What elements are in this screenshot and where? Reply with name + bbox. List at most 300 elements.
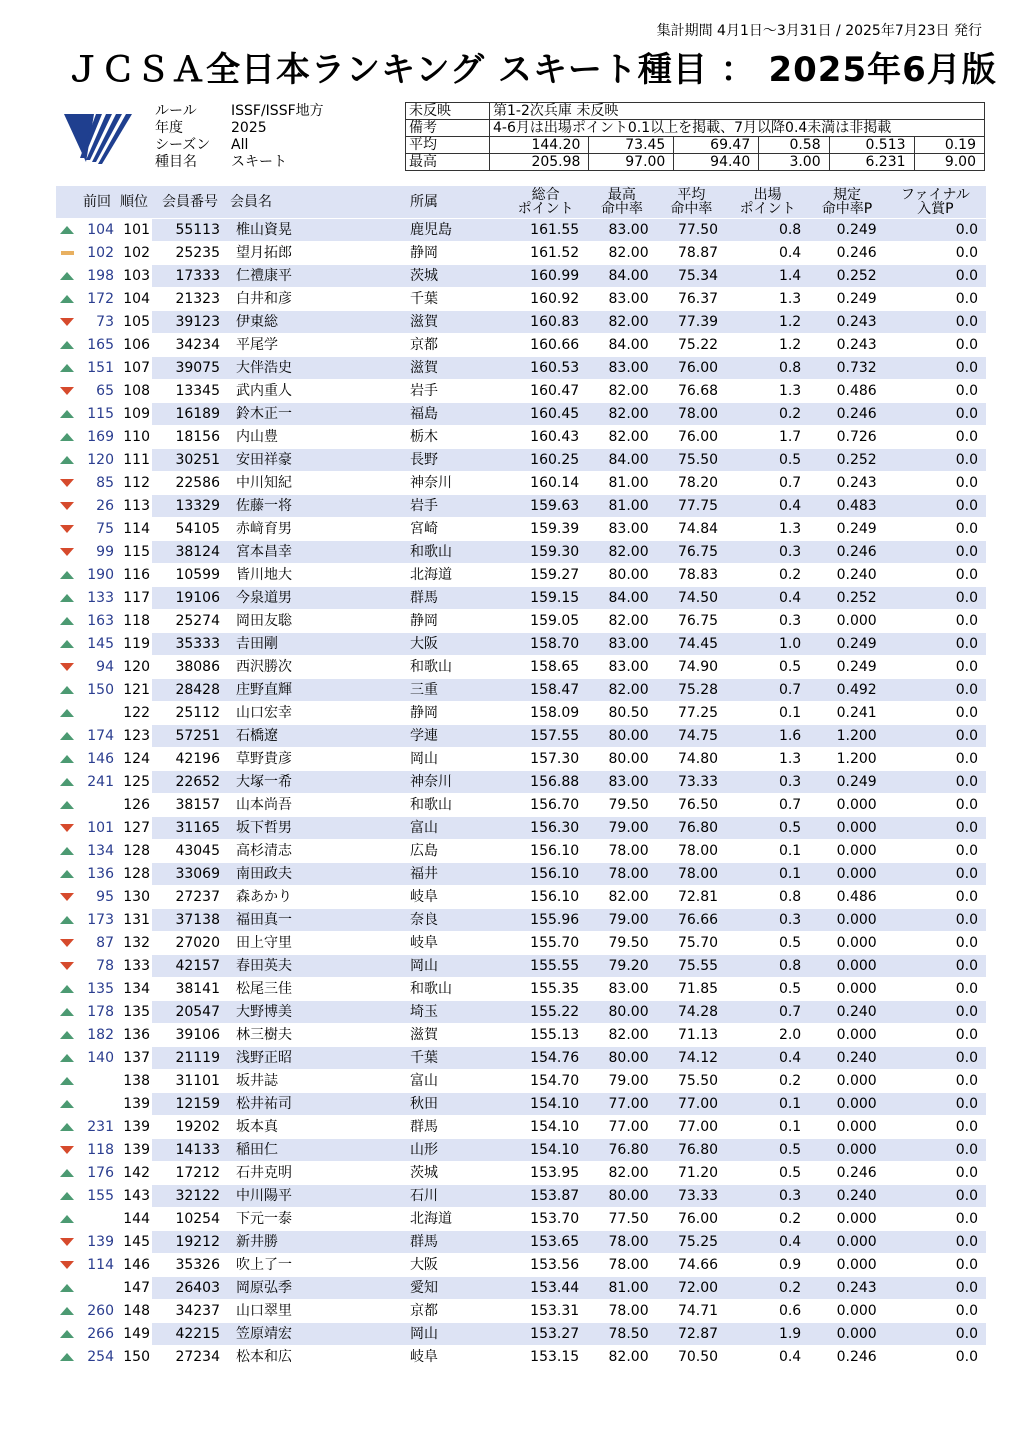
average-hit-rate: 72.00 [657, 1277, 726, 1300]
trend-cell [56, 748, 78, 771]
total-points: 153.15 [504, 1346, 587, 1369]
meta-key: ルール [155, 103, 197, 119]
entry-points: 1.3 [726, 518, 809, 541]
member-number: 25112 [152, 702, 228, 725]
total-points: 158.70 [504, 633, 587, 656]
table-row [56, 1254, 986, 1277]
average-hit-rate: 74.50 [657, 587, 726, 610]
average-hit-rate: 78.00 [657, 863, 726, 886]
member-number: 42196 [152, 748, 228, 771]
table-row [56, 403, 986, 426]
final-points: 0.0 [885, 656, 986, 679]
table-row [56, 1185, 986, 1208]
best-hit-rate: 82.00 [587, 541, 656, 564]
final-points: 0.0 [885, 426, 986, 449]
member-name: 松井祐司 [228, 1093, 408, 1116]
prev-rank: 78 [78, 955, 116, 978]
member-name: 望月拓郎 [228, 242, 408, 265]
note-value: 4-6月は出場ポイント0.1以上を掲載、7月以降0.4未満は非掲載 [490, 120, 985, 137]
prev-rank: 102 [78, 242, 116, 265]
table-row [56, 679, 986, 702]
header-name: 会員名 [228, 186, 408, 219]
total-points: 160.14 [504, 472, 587, 495]
rank: 110 [116, 426, 152, 449]
regulation-points: 0.000 [809, 1139, 884, 1162]
prefecture: 大阪 [408, 1254, 504, 1277]
entry-points: 0.5 [726, 817, 809, 840]
prev-rank [78, 1277, 116, 1300]
prev-rank: 73 [78, 311, 116, 334]
entry-points: 0.2 [726, 1070, 809, 1093]
trend-up-icon [60, 686, 74, 694]
trend-down-icon [60, 318, 74, 326]
member-name: 稲田仁 [228, 1139, 408, 1162]
rank: 125 [116, 771, 152, 794]
member-name: 浅野正昭 [228, 1047, 408, 1070]
average-hit-rate: 76.75 [657, 610, 726, 633]
prefecture: 静岡 [408, 610, 504, 633]
prev-rank: 260 [78, 1300, 116, 1323]
prefecture: 京都 [408, 1300, 504, 1323]
regulation-points: 0.000 [809, 978, 884, 1001]
final-points: 0.0 [885, 380, 986, 403]
table-row [56, 702, 986, 725]
average-hit-rate: 78.20 [657, 472, 726, 495]
member-number: 14133 [152, 1139, 228, 1162]
final-points: 0.0 [885, 610, 986, 633]
rank: 102 [116, 242, 152, 265]
final-points: 0.0 [885, 1277, 986, 1300]
prefecture: 北海道 [408, 1208, 504, 1231]
trend-cell [56, 1139, 78, 1162]
trend-down-icon [60, 1146, 74, 1154]
prev-rank: 114 [78, 1254, 116, 1277]
final-points: 0.0 [885, 403, 986, 426]
member-number: 10254 [152, 1208, 228, 1231]
total-points: 159.15 [504, 587, 587, 610]
total-points: 154.76 [504, 1047, 587, 1070]
entry-points: 0.5 [726, 932, 809, 955]
total-points: 155.22 [504, 1001, 587, 1024]
entry-points: 0.7 [726, 1001, 809, 1024]
best-hit-rate: 79.20 [587, 955, 656, 978]
total-points: 160.92 [504, 288, 587, 311]
average-hit-rate: 78.00 [657, 840, 726, 863]
prev-rank: 133 [78, 587, 116, 610]
member-name: 仁禮康平 [228, 265, 408, 288]
member-number: 38157 [152, 794, 228, 817]
regulation-points: 0.249 [809, 219, 884, 242]
trend-cell [56, 357, 78, 380]
member-name: 佐藤一将 [228, 495, 408, 518]
entry-points: 0.7 [726, 679, 809, 702]
header-text-reg: 規定 命中率P [821, 187, 873, 217]
prefecture: 福井 [408, 863, 504, 886]
table-row [56, 817, 986, 840]
unreflected-value: 第1-2次兵庫 未反映 [490, 103, 985, 120]
entry-points: 0.2 [726, 403, 809, 426]
rank: 139 [116, 1093, 152, 1116]
member-number: 12159 [152, 1093, 228, 1116]
prev-rank: 139 [78, 1231, 116, 1254]
meta-value: All [231, 137, 249, 153]
entry-points: 0.5 [726, 1139, 809, 1162]
average-hit-rate: 78.83 [657, 564, 726, 587]
final-points: 0.0 [885, 518, 986, 541]
member-number: 34234 [152, 334, 228, 357]
regulation-points: 0.246 [809, 541, 884, 564]
best-hit-rate: 84.00 [587, 587, 656, 610]
best-hit-rate: 77.00 [587, 1116, 656, 1139]
best-hit-rate: 79.50 [587, 932, 656, 955]
trend-cell [56, 840, 78, 863]
entry-points: 1.7 [726, 426, 809, 449]
meta-value: スキート [231, 154, 287, 170]
average-hit-rate: 76.00 [657, 357, 726, 380]
entry-points: 0.5 [726, 449, 809, 472]
total-points: 160.99 [504, 265, 587, 288]
trend-cell [56, 1277, 78, 1300]
regulation-points: 0.000 [809, 1300, 884, 1323]
table-row [56, 1277, 986, 1300]
avg-final: 0.19 [914, 137, 984, 154]
table-row [56, 1323, 986, 1346]
trend-cell [56, 449, 78, 472]
prev-rank: 75 [78, 518, 116, 541]
member-name: 中川知紀 [228, 472, 408, 495]
average-hit-rate: 77.00 [657, 1093, 726, 1116]
table-row [56, 1070, 986, 1093]
total-points: 153.31 [504, 1300, 587, 1323]
total-points: 160.43 [504, 426, 587, 449]
trend-down-icon [60, 939, 74, 947]
prev-rank: 65 [78, 380, 116, 403]
best-hit-rate: 82.00 [587, 311, 656, 334]
trend-up-icon [60, 1008, 74, 1016]
member-name: 岡田友聡 [228, 610, 408, 633]
member-name: 平尾学 [228, 334, 408, 357]
trend-cell [56, 1208, 78, 1231]
prev-rank: 146 [78, 748, 116, 771]
table-row [56, 886, 986, 909]
final-points: 0.0 [885, 702, 986, 725]
member-name: 鈴木正一 [228, 403, 408, 426]
trend-down-icon [60, 663, 74, 671]
entry-points: 0.3 [726, 909, 809, 932]
member-name: 福田真一 [228, 909, 408, 932]
best-hit-rate: 77.00 [587, 1093, 656, 1116]
trend-cell [56, 656, 78, 679]
average-hit-rate: 76.80 [657, 817, 726, 840]
final-points: 0.0 [885, 794, 986, 817]
entry-points: 0.5 [726, 978, 809, 1001]
member-name: 西沢勝次 [228, 656, 408, 679]
final-points: 0.0 [885, 817, 986, 840]
trend-up-icon [60, 755, 74, 763]
best-hit-rate: 83.00 [587, 978, 656, 1001]
best-hit-rate: 79.00 [587, 1070, 656, 1093]
final-points: 0.0 [885, 1300, 986, 1323]
rank: 144 [116, 1208, 152, 1231]
member-number: 39106 [152, 1024, 228, 1047]
avg-label: 平均 [406, 137, 490, 154]
trend-cell [56, 955, 78, 978]
unreflected-label: 未反映 [406, 103, 490, 120]
trend-cell [56, 541, 78, 564]
prev-rank: 104 [78, 219, 116, 242]
member-name: 赤﨑育男 [228, 518, 408, 541]
final-points: 0.0 [885, 886, 986, 909]
best-hit-rate: 80.00 [587, 725, 656, 748]
prefecture: 三重 [408, 679, 504, 702]
prefecture: 神奈川 [408, 771, 504, 794]
trend-up-icon [60, 801, 74, 809]
final-points: 0.0 [885, 748, 986, 771]
table-row [56, 518, 986, 541]
trend-up-icon [60, 226, 74, 234]
avg-avg: 69.47 [674, 137, 759, 154]
final-points: 0.0 [885, 1024, 986, 1047]
header-prev: 前回 [78, 186, 116, 219]
final-points: 0.0 [885, 288, 986, 311]
rank: 149 [116, 1323, 152, 1346]
prefecture: 岡山 [408, 1323, 504, 1346]
prev-rank [78, 794, 116, 817]
table-row [56, 1093, 986, 1116]
prev-rank [78, 702, 116, 725]
trend-cell [56, 518, 78, 541]
total-points: 159.27 [504, 564, 587, 587]
prev-rank [78, 1208, 116, 1231]
final-points: 0.0 [885, 449, 986, 472]
trend-up-icon [60, 594, 74, 602]
total-points: 154.70 [504, 1070, 587, 1093]
prefecture: 埼玉 [408, 1001, 504, 1024]
member-number: 20547 [152, 1001, 228, 1024]
regulation-points: 0.252 [809, 587, 884, 610]
rank: 101 [116, 219, 152, 242]
member-number: 25274 [152, 610, 228, 633]
trend-cell [56, 1093, 78, 1116]
regulation-points: 0.240 [809, 1047, 884, 1070]
rank: 139 [116, 1139, 152, 1162]
trend-cell [56, 679, 78, 702]
prefecture: 奈良 [408, 909, 504, 932]
table-row [56, 978, 986, 1001]
best-hit-rate: 81.00 [587, 472, 656, 495]
best-hit-rate: 80.00 [587, 1047, 656, 1070]
header-final [885, 186, 986, 219]
best-hit-rate: 82.00 [587, 426, 656, 449]
member-number: 27020 [152, 932, 228, 955]
average-hit-rate: 75.25 [657, 1231, 726, 1254]
entry-points: 0.3 [726, 541, 809, 564]
rank: 118 [116, 610, 152, 633]
total-points: 154.10 [504, 1093, 587, 1116]
best-hit-rate: 78.00 [587, 1300, 656, 1323]
trend-down-icon [60, 1238, 74, 1246]
total-points: 153.44 [504, 1277, 587, 1300]
prev-rank: 163 [78, 610, 116, 633]
table-row [56, 1208, 986, 1231]
total-points: 153.56 [504, 1254, 587, 1277]
table-row [56, 449, 986, 472]
prefecture: 宮崎 [408, 518, 504, 541]
max-avg: 94.40 [674, 154, 759, 171]
page-title: ＪＣＳＡ全日本ランキング スキート種目 ： 2025年6月版 [66, 50, 997, 90]
prefecture: 和歌山 [408, 978, 504, 1001]
trend-cell [56, 242, 78, 265]
table-row [56, 1047, 986, 1070]
table-row [56, 863, 986, 886]
average-hit-rate: 75.50 [657, 449, 726, 472]
trend-cell [56, 1116, 78, 1139]
best-hit-rate: 83.00 [587, 518, 656, 541]
trend-cell [56, 771, 78, 794]
final-points: 0.0 [885, 311, 986, 334]
total-points: 154.10 [504, 1116, 587, 1139]
rank: 115 [116, 541, 152, 564]
final-points: 0.0 [885, 564, 986, 587]
trend-up-icon [60, 1330, 74, 1338]
trend-up-icon [60, 364, 74, 372]
rank: 127 [116, 817, 152, 840]
issue-period: 集計期間 4月1日〜3月31日 / 2025年7月23日 発行 [656, 23, 982, 39]
meta-row [155, 154, 324, 171]
note-label: 備考 [406, 120, 490, 137]
trend-cell [56, 1185, 78, 1208]
trend-up-icon [60, 571, 74, 579]
trend-cell [56, 265, 78, 288]
prev-rank: 95 [78, 886, 116, 909]
prev-rank: 151 [78, 357, 116, 380]
average-hit-rate: 78.00 [657, 403, 726, 426]
rank: 132 [116, 932, 152, 955]
prev-rank: 135 [78, 978, 116, 1001]
prefecture: 学連 [408, 725, 504, 748]
rank: 111 [116, 449, 152, 472]
header-avg [657, 186, 726, 219]
member-name: 新井勝 [228, 1231, 408, 1254]
final-points: 0.0 [885, 1323, 986, 1346]
trend-cell [56, 909, 78, 932]
final-points: 0.0 [885, 932, 986, 955]
prefecture: 石川 [408, 1185, 504, 1208]
prefecture: 岩手 [408, 380, 504, 403]
best-hit-rate: 83.00 [587, 219, 656, 242]
final-points: 0.0 [885, 1139, 986, 1162]
trend-up-icon [60, 709, 74, 717]
header-text-entry: 出場 ポイント [739, 187, 796, 217]
regulation-points: 0.000 [809, 817, 884, 840]
prefecture: 岡山 [408, 955, 504, 978]
total-points: 158.09 [504, 702, 587, 725]
trend-up-icon [60, 456, 74, 464]
member-number: 57251 [152, 725, 228, 748]
member-name: 坂井誌 [228, 1070, 408, 1093]
average-hit-rate: 75.55 [657, 955, 726, 978]
total-points: 153.70 [504, 1208, 587, 1231]
total-points: 156.70 [504, 794, 587, 817]
prefecture: 千葉 [408, 1047, 504, 1070]
best-hit-rate: 84.00 [587, 265, 656, 288]
member-number: 35326 [152, 1254, 228, 1277]
member-number: 34237 [152, 1300, 228, 1323]
max-final: 9.00 [914, 154, 984, 171]
member-number: 39123 [152, 311, 228, 334]
regulation-points: 0.486 [809, 886, 884, 909]
entry-points: 0.8 [726, 886, 809, 909]
prev-rank: 136 [78, 863, 116, 886]
table-row [56, 656, 986, 679]
member-name: 大野博美 [228, 1001, 408, 1024]
regulation-points: 0.492 [809, 679, 884, 702]
table-row [56, 633, 986, 656]
final-points: 0.0 [885, 242, 986, 265]
trend-cell [56, 1346, 78, 1369]
entry-points: 0.8 [726, 955, 809, 978]
average-hit-rate: 76.37 [657, 288, 726, 311]
prev-rank: 120 [78, 449, 116, 472]
table-row [56, 1231, 986, 1254]
entry-points: 1.2 [726, 311, 809, 334]
table-row [56, 748, 986, 771]
trend-cell [56, 1300, 78, 1323]
prev-rank: 85 [78, 472, 116, 495]
total-points: 159.63 [504, 495, 587, 518]
average-hit-rate: 74.45 [657, 633, 726, 656]
header-best [587, 186, 656, 219]
total-points: 158.47 [504, 679, 587, 702]
regulation-points: 0.249 [809, 633, 884, 656]
regulation-points: 0.000 [809, 932, 884, 955]
final-points: 0.0 [885, 495, 986, 518]
average-hit-rate: 70.50 [657, 1346, 726, 1369]
prev-rank: 176 [78, 1162, 116, 1185]
meta-key: 年度 [155, 120, 183, 136]
prefecture: 富山 [408, 817, 504, 840]
prev-rank [78, 1093, 116, 1116]
best-hit-rate: 80.00 [587, 748, 656, 771]
total-points: 160.25 [504, 449, 587, 472]
table-row [56, 265, 986, 288]
total-points: 155.96 [504, 909, 587, 932]
table-row [56, 219, 986, 242]
regulation-points: 0.246 [809, 1346, 884, 1369]
entry-points: 0.2 [726, 1277, 809, 1300]
regulation-points: 0.252 [809, 449, 884, 472]
trend-cell [56, 863, 78, 886]
header-text-avg: 平均 命中率 [670, 187, 713, 217]
prev-rank: 134 [78, 840, 116, 863]
best-hit-rate: 82.00 [587, 1024, 656, 1047]
trend-cell [56, 978, 78, 1001]
rank: 134 [116, 978, 152, 1001]
member-number: 22586 [152, 472, 228, 495]
final-points: 0.0 [885, 1346, 986, 1369]
final-points: 0.0 [885, 955, 986, 978]
member-name: 石橋遼 [228, 725, 408, 748]
trend-cell [56, 219, 78, 242]
regulation-points: 0.249 [809, 771, 884, 794]
prefecture: 岩手 [408, 495, 504, 518]
prefecture: 神奈川 [408, 472, 504, 495]
best-hit-rate: 82.00 [587, 679, 656, 702]
trend-cell [56, 932, 78, 955]
rank: 120 [116, 656, 152, 679]
member-name: 山本尚吾 [228, 794, 408, 817]
total-points: 153.87 [504, 1185, 587, 1208]
